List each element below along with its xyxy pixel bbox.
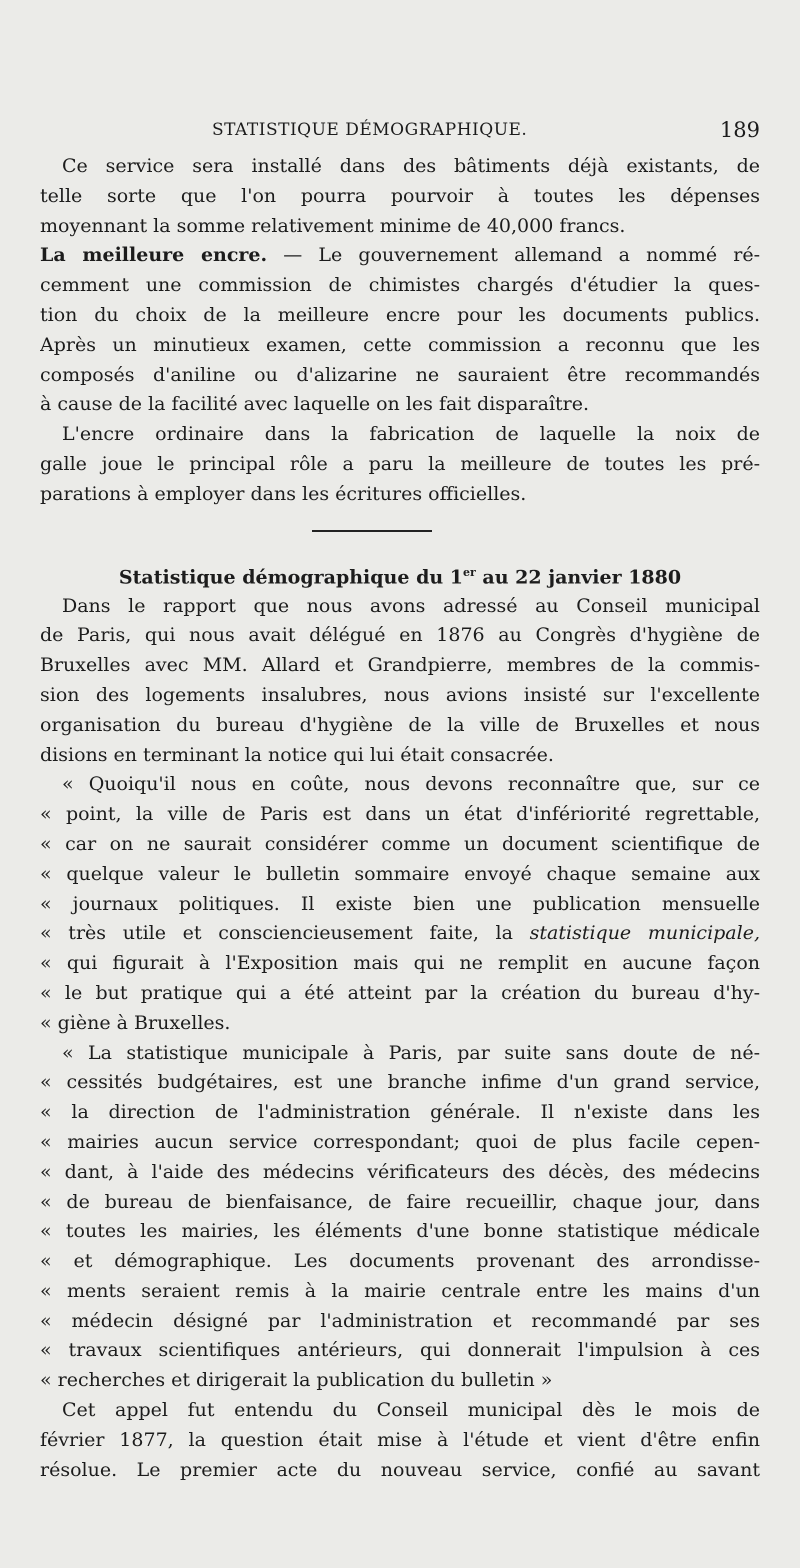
paragraph-heading: La meilleure encre. (40, 244, 268, 267)
text-line: disions en terminant la notice qui lui était consacrée. (40, 743, 554, 766)
text-line: Cet appel fut entendu du Conseil municipal dès le mois de (62, 1399, 760, 1422)
body-text (40, 152, 760, 1485)
text-line: « giène à Bruxelles. (40, 1011, 231, 1034)
text-line: « très utile et consciencieusement faite, la statistique municipale, (40, 922, 760, 945)
text-line: « et démographique. Les documents provenant des arrondisse- (40, 1250, 760, 1273)
text-line: février 1877, la question était mise à l'étude et vient d'être enfin (40, 1428, 760, 1451)
text-line: à cause de la facilité avec laquelle on les fait disparaître. (40, 393, 590, 416)
text-line: galle joue le principal rôle a paru la meilleure de toutes les pré- (40, 452, 760, 475)
text-line: moyennant la somme relativement minime de 40,000 francs. (40, 214, 626, 237)
page-header (40, 118, 760, 148)
text-line: « cessités budgétaires, est une branche infime d'un grand service, (40, 1071, 760, 1094)
text-line: de Paris, qui nous avait délégué en 1876 au Congrès d'hygiène de (40, 624, 760, 647)
page-number: 189 (719, 118, 760, 142)
text-line: L'encre ordinaire dans la fabrication de laquelle la noix de (62, 423, 760, 446)
text-line: Ce service sera installé dans des bâtiments déjà existants, de (62, 155, 760, 177)
separator (40, 510, 760, 558)
text-line: organisation du bureau d'hygiène de la ville de Bruxelles et nous (40, 713, 760, 736)
text-line: La meilleure encre. — Le gouvernement allemand a nommé ré- (40, 244, 760, 267)
text-line: « mairies aucun service correspondant; quoi de plus facile cepen- (40, 1130, 760, 1153)
text-line: tion du choix de la meilleure encre pour les documents publics. (40, 303, 760, 326)
text-line: « recherches et dirigerait la publication du bulletin » (40, 1369, 553, 1392)
text-line: Après un minutieux examen, cette commission a reconnu que les (40, 333, 760, 356)
text-line: « Quoiqu'il nous en coûte, nous devons reconnaître que, sur ce (62, 773, 760, 796)
text-line: « point, la ville de Paris est dans un état d'infériorité regrettable, (40, 803, 760, 826)
text-line: « travaux scientifiques antérieurs, qui donnerait l'impulsion à ces (40, 1339, 760, 1362)
text-line: « quelque valeur le bulletin sommaire envoyé chaque semaine aux (40, 862, 760, 885)
section-title: Statistique démographique du 1er au 22 janvier 1880 (118, 565, 682, 588)
text-line: Bruxelles avec MM. Allard et Grandpierre, membres de la commis- (40, 654, 760, 677)
text-line: « médecin désigné par l'administration et recommandé par ses (40, 1309, 760, 1332)
text-line: « journaux politiques. Il existe bien une publication mensuelle (40, 892, 760, 915)
text-line: Dans le rapport que nous avons adressé au Conseil municipal (62, 594, 760, 617)
text-line: parations à employer dans les écritures officielles. (40, 482, 527, 505)
text-line: « car on ne saurait considérer comme un document scientifique de (40, 832, 760, 855)
separator-rule (312, 530, 432, 532)
text-line: « de bureau de bienfaisance, de faire recueillir, chaque jour, dans (40, 1190, 760, 1213)
text-line: « ments seraient remis à la mairie centrale entre les mains d'un (40, 1279, 760, 1302)
text-line: « qui figurait à l'Exposition mais qui ne remplit en aucune façon (40, 952, 760, 975)
text-line: « toutes les mairies, les éléments d'une bonne statistique médicale (40, 1220, 760, 1243)
text-line: composés d'aniline ou d'alizarine ne sauraient être recommandés (40, 363, 760, 386)
running-title: STATISTIQUE DÉMOGRAPHIQUE. (212, 120, 528, 140)
text-line: « dant, à l'aide des médecins vérificateurs des décès, des médecins (40, 1160, 760, 1183)
text-line: telle sorte que l'on pourra pourvoir à toutes les dépenses (40, 184, 760, 207)
text-line: « La statistique municipale à Paris, par suite sans doute de né- (62, 1041, 760, 1064)
text-line: sion des logements insalubres, nous avions insisté sur l'excellente (40, 683, 760, 706)
text-line: « le but pratique qui a été atteint par la création du bureau d'hy- (40, 981, 760, 1004)
text-line: « la direction de l'administration générale. Il n'existe dans les (40, 1101, 760, 1124)
text-line: cemment une commission de chimistes chargés d'étudier la ques- (40, 274, 760, 297)
text-line: résolue. Le premier acte du nouveau service, confié au savant (40, 1458, 760, 1481)
